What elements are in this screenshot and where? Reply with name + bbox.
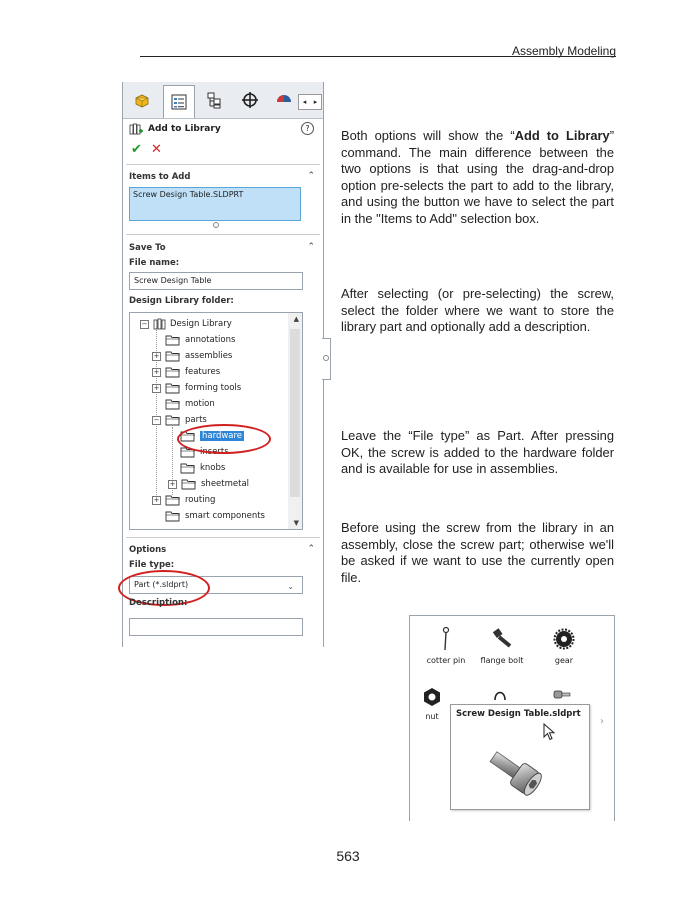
panel-tabbar [123, 82, 323, 119]
tab-scroll-right-icon[interactable]: ▸ [313, 98, 318, 106]
tree-node-motion[interactable] [165, 398, 215, 410]
tree-label: features [185, 367, 221, 377]
expand-icon[interactable]: + [169, 479, 176, 488]
divider [126, 164, 320, 165]
tree-label-root: Design Library [170, 319, 232, 329]
socket-head-screw-icon [479, 739, 549, 803]
tab-property-manager[interactable] [163, 85, 195, 118]
tree-node-assemblies[interactable] [152, 350, 232, 362]
tree-label-hardware-selected[interactable]: hardware [202, 431, 243, 441]
folder-icon [181, 478, 197, 490]
panel-splitter-handle[interactable] [322, 338, 331, 380]
file-type-value: Part (*.sldprt) [134, 580, 189, 589]
tree-label: assemblies [185, 351, 233, 361]
p1-bold: Add to Library [514, 128, 610, 143]
selected-item[interactable]: Screw Design Table.SLDPRT [133, 190, 244, 199]
partial-item-icon [492, 688, 508, 702]
nut-icon [421, 686, 443, 708]
property-manager-icon [169, 92, 189, 112]
header-title: Assembly Modeling [511, 44, 616, 58]
library-item-nut[interactable] [412, 686, 452, 721]
library-item-label: cotter pin [426, 656, 466, 665]
file-name-label: File name: [129, 258, 180, 268]
file-type-label: File type: [129, 560, 175, 570]
paragraph-4: Before using the screw from the library in an assembly, close the screw part; otherwise we'll be asked if we want to use the currently open file. [341, 520, 614, 585]
tree-label: forming tools [185, 383, 242, 393]
tree-node-hardware[interactable] [180, 430, 244, 442]
description-input[interactable] [129, 618, 303, 636]
tree-node-knobs[interactable] [180, 462, 225, 474]
folder-icon [165, 334, 181, 346]
ok-button[interactable]: ✔ [131, 142, 142, 157]
partial-screw-icon [552, 688, 572, 702]
save-to-collapse-icon[interactable]: ⌃ [307, 242, 315, 252]
tree-node-root[interactable] [140, 318, 232, 330]
tree-label: inserts [200, 447, 229, 457]
p1-post: ” command. The main difference between the two options is that using the drag-and-drop option pre-selects the part to add to the library, and using the button we have to select the part in the "Items to Add" selection box. [341, 128, 614, 226]
add-to-library-panel [122, 82, 324, 647]
folder-icon [165, 366, 181, 378]
folder-icon [165, 510, 181, 522]
tree-node-inserts[interactable] [180, 446, 229, 458]
divider [126, 234, 320, 235]
library-item-label: gear [554, 656, 574, 665]
panel-title-text: Add to Library [148, 124, 221, 134]
library-item-flange-bolt[interactable] [472, 626, 532, 665]
page-number: 563 [336, 848, 360, 864]
tree-node-sheetmetal[interactable] [168, 478, 249, 490]
collapse-icon[interactable]: − [141, 319, 148, 328]
help-icon[interactable]: ? [301, 122, 314, 135]
panel-title [129, 122, 221, 136]
tree-node-routing[interactable] [152, 494, 215, 506]
tab-display-manager[interactable] [271, 85, 297, 115]
paragraph-1 [341, 128, 614, 227]
tree-label: annotations [185, 335, 236, 345]
tab-configuration-manager[interactable] [199, 85, 229, 115]
file-type-select[interactable] [129, 576, 303, 594]
description-label: Description: [129, 598, 188, 608]
design-library-icon [153, 318, 166, 330]
tree-scrollbar[interactable] [288, 313, 302, 529]
expand-icon[interactable]: + [153, 495, 160, 504]
scroll-thumb[interactable] [290, 329, 300, 497]
file-name-value: Screw Design Table [134, 276, 212, 285]
p1-pre: Both options will show the “ [341, 128, 515, 143]
tree-node-forming-tools[interactable] [152, 382, 241, 394]
feature-manager-icon [132, 90, 152, 110]
folder-icon [165, 350, 181, 362]
expand-icon[interactable]: + [153, 383, 160, 392]
chevron-right-icon[interactable]: › [600, 716, 604, 727]
header-rule [140, 56, 616, 57]
display-manager-icon [274, 90, 294, 110]
tree-node-smart-components[interactable] [165, 510, 265, 522]
tab-dimxpert-manager[interactable] [235, 85, 265, 115]
options-heading: Options [129, 545, 167, 555]
options-collapse-icon[interactable]: ⌃ [307, 544, 315, 554]
scroll-up-icon[interactable]: ▲ [293, 315, 299, 323]
folder-icon [180, 446, 196, 458]
scroll-down-icon[interactable]: ▼ [293, 519, 299, 527]
part-preview-tooltip [450, 704, 590, 810]
tree-node-annotations[interactable] [165, 334, 235, 346]
collapse-icon[interactable]: − [153, 415, 160, 424]
cancel-button[interactable]: ✕ [151, 142, 162, 157]
folder-icon [165, 494, 181, 506]
save-to-heading: Save To [129, 243, 166, 253]
folder-icon [165, 382, 181, 394]
file-name-input[interactable] [129, 272, 303, 290]
library-item-gear[interactable] [534, 626, 594, 665]
tree-label: parts [185, 415, 207, 425]
items-to-add-selection-box[interactable] [129, 187, 301, 221]
library-item-label: nut [425, 712, 439, 721]
expand-icon[interactable]: + [153, 367, 160, 376]
crosshair-icon [240, 90, 260, 110]
chevron-down-icon[interactable]: ⌄ [287, 582, 294, 591]
tree-label: knobs [200, 463, 226, 473]
design-library-tree[interactable] [129, 312, 303, 530]
add-to-library-icon [129, 122, 143, 136]
library-item-cotter-pin[interactable] [416, 626, 476, 665]
paragraph-2: After selecting (or pre-selecting) the screw, select the folder where we want to store the library part and optionally add a description. [341, 286, 614, 334]
design-library-folder-label: Design Library folder: [129, 296, 234, 306]
tree-label: motion [185, 399, 215, 409]
expand-icon[interactable]: + [153, 351, 160, 360]
folder-icon [180, 462, 196, 474]
tree-node-features[interactable] [152, 366, 220, 378]
folder-icon [165, 398, 181, 410]
tab-feature-manager[interactable] [127, 85, 157, 115]
tooltip-title: Screw Design Table.sldprt [456, 709, 581, 719]
tree-node-parts[interactable] [152, 414, 207, 426]
items-to-add-collapse-icon[interactable]: ⌃ [307, 171, 315, 181]
tree-label: sheetmetal [201, 479, 250, 489]
resize-handle[interactable] [213, 222, 219, 228]
divider [126, 537, 320, 538]
folder-open-icon [165, 414, 181, 426]
paragraph-3: Leave the “File type” as Part. After pressing OK, the screw is added to the hardware folder and is available for use in assemblies. [341, 428, 614, 476]
library-item-label: flange bolt [480, 656, 524, 665]
tab-scroll-arrows[interactable] [298, 94, 322, 110]
splitter-grip-icon [323, 355, 329, 361]
description-value [130, 619, 302, 625]
folder-icon [180, 430, 196, 442]
tree-label: smart components [185, 511, 265, 521]
tab-scroll-left-icon[interactable]: ◂ [302, 98, 307, 106]
tree-label: routing [185, 495, 216, 505]
gear-icon [552, 626, 576, 652]
flange-bolt-icon [490, 626, 514, 652]
configuration-manager-icon [204, 90, 224, 110]
items-to-add-heading: Items to Add [129, 172, 191, 182]
design-library-view [409, 615, 615, 821]
cotter-pin-icon [436, 626, 456, 652]
